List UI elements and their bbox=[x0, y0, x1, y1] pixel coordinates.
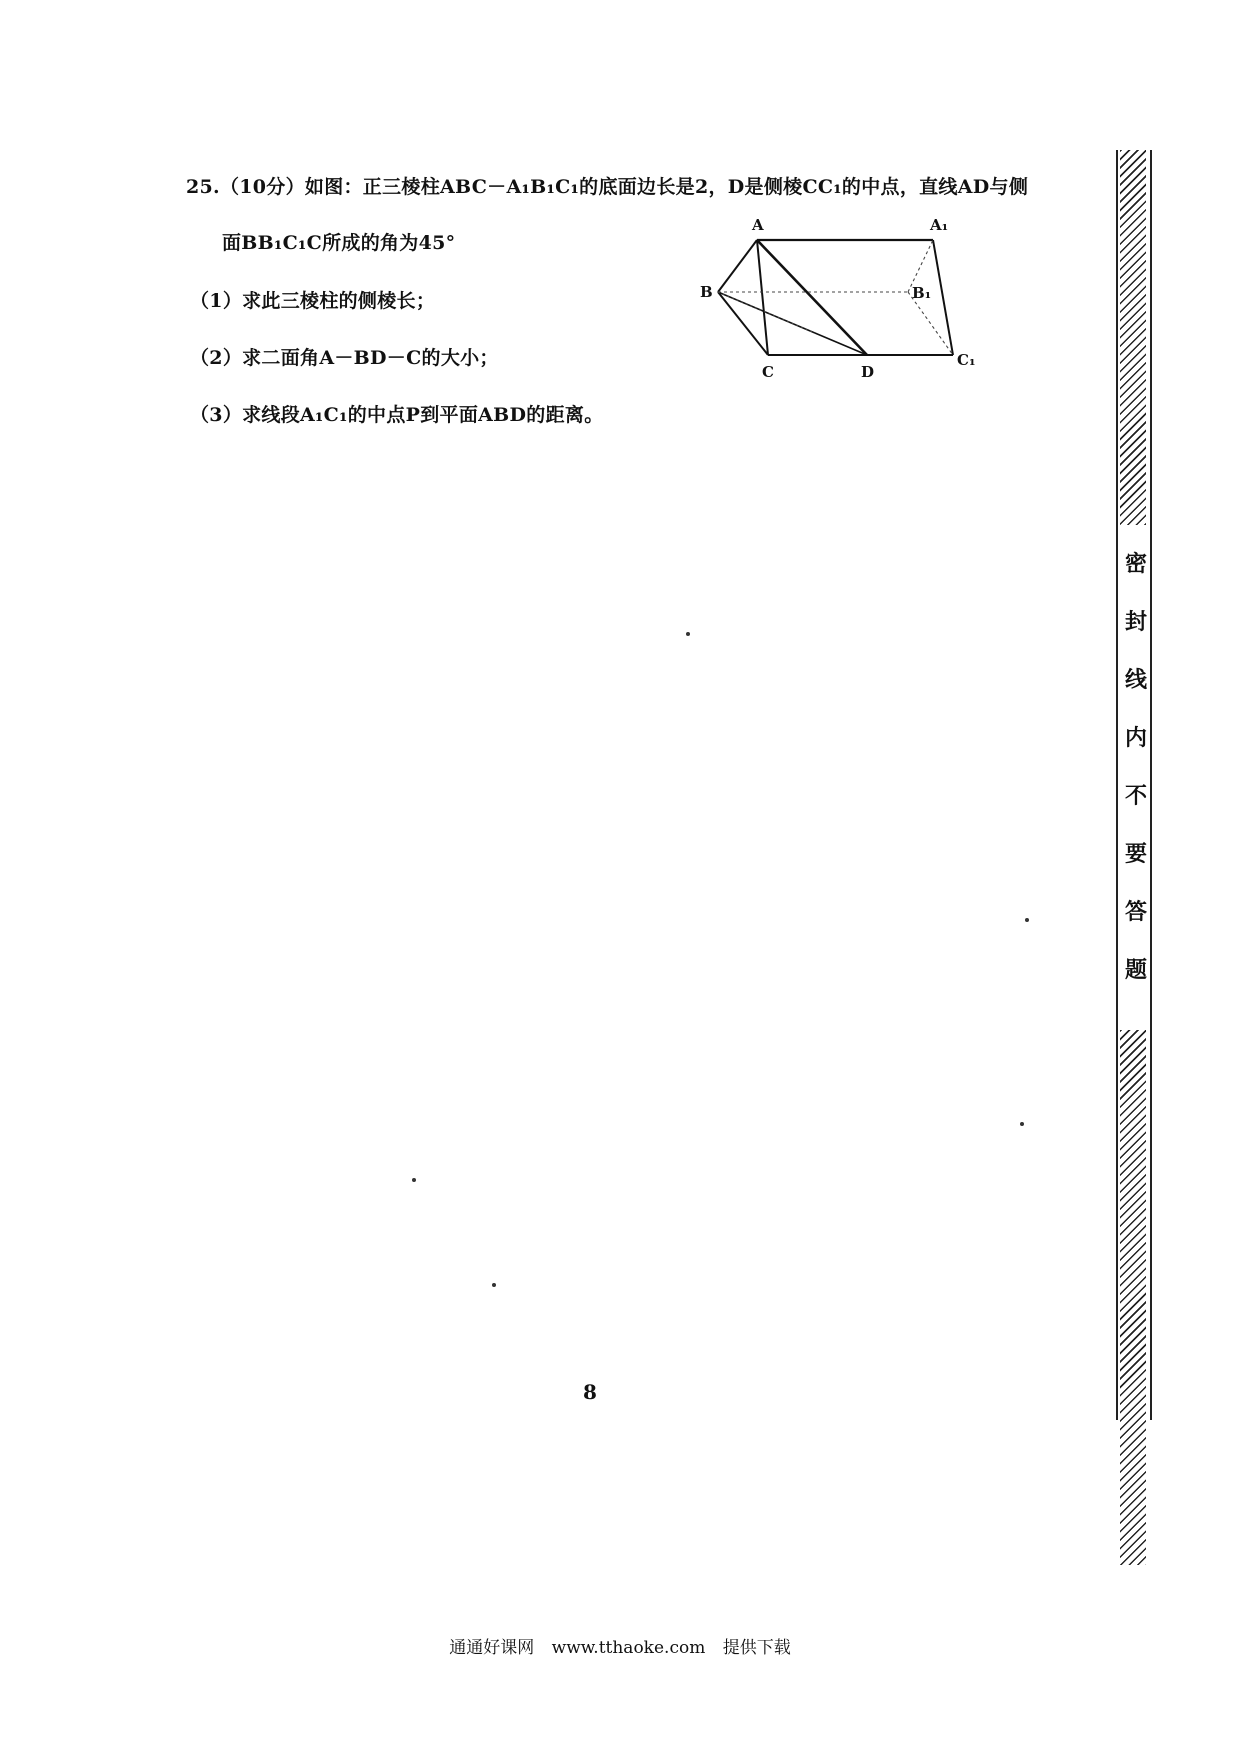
question-part-2: （2）求二面角A－BD－C的大小； bbox=[190, 347, 499, 369]
scan-speck bbox=[1025, 918, 1029, 922]
label-D: D bbox=[861, 363, 875, 381]
footer bbox=[0, 1633, 1240, 1658]
label-B1: B₁ bbox=[912, 284, 932, 302]
question-part-1: （1）求此三棱柱的侧棱长； bbox=[190, 290, 436, 312]
question-part-3: （3）求线段A₁C₁的中点P到平面ABD的距离。 bbox=[190, 404, 604, 426]
footer-action: 提供下载 bbox=[722, 1638, 791, 1658]
seal-char: 要 bbox=[1124, 841, 1147, 867]
edge-AC bbox=[757, 240, 768, 355]
prism-figure bbox=[690, 215, 990, 385]
seal-char: 封 bbox=[1124, 609, 1147, 635]
prism-diagram bbox=[690, 215, 990, 385]
scan-speck bbox=[686, 632, 690, 636]
seal-warning bbox=[1116, 535, 1156, 999]
segment-AD bbox=[757, 240, 867, 355]
scan-speck bbox=[1020, 1122, 1024, 1126]
seal-char: 题 bbox=[1124, 957, 1147, 983]
binding-hatch-top bbox=[1120, 150, 1146, 525]
binding-hatch-bottom bbox=[1120, 1030, 1146, 1565]
label-C1: C₁ bbox=[957, 351, 976, 369]
footer-site-name: 通通好课网 bbox=[449, 1638, 535, 1658]
scan-speck bbox=[492, 1283, 496, 1287]
edge-A1C1 bbox=[933, 240, 953, 355]
edge-BC bbox=[718, 292, 768, 355]
seal-char: 线 bbox=[1124, 667, 1147, 693]
edge-AB bbox=[718, 240, 757, 292]
scan-speck bbox=[412, 1178, 416, 1182]
label-B: B bbox=[700, 283, 713, 301]
label-A1: A₁ bbox=[930, 216, 949, 234]
label-C: C bbox=[762, 363, 774, 381]
binding-margin bbox=[1108, 150, 1160, 1420]
label-A: A bbox=[752, 216, 764, 234]
footer-url[interactable]: www.tthaoke.com bbox=[551, 1638, 706, 1658]
seal-char: 不 bbox=[1124, 783, 1147, 809]
page-number: 8 bbox=[583, 1380, 597, 1404]
seal-char: 密 bbox=[1124, 551, 1147, 577]
question-stem-line1: 25.（10分）如图：正三棱柱ABC－A₁B₁C₁的底面边长是2，D是侧棱CC₁的中点，直线AD与侧 bbox=[186, 176, 1029, 198]
question-stem-line2: 面BB₁C₁C所成的角为45° bbox=[222, 232, 456, 254]
seal-char: 答 bbox=[1124, 899, 1147, 925]
seal-char: 内 bbox=[1124, 725, 1147, 751]
